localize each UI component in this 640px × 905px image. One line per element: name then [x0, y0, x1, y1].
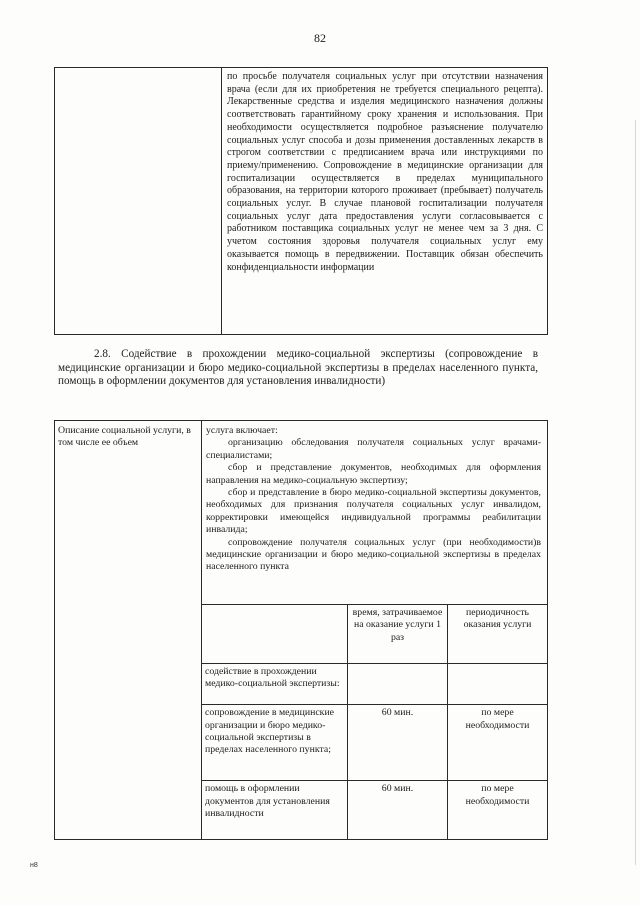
service-name-cell: сопровождение в медицинские организации и бюро медико-социальной экспертизы в пределах населенного пункта; — [202, 705, 348, 781]
service-name-cell: содействие в прохождении медико-социальной экспертизы: — [202, 663, 348, 704]
description-item: сбор и представление документов, необходимых для оформления направления на медико-социальную экспертизу; — [206, 462, 541, 486]
header-cell-time: время, затрачиваемое на оказание услуги 1 раз — [348, 605, 448, 664]
table-column-divider — [221, 68, 222, 334]
period-cell: по мере необходимости — [448, 781, 548, 840]
description-item: организацию обследования получателя социальных услуг врачами-специалистами; — [206, 437, 541, 461]
page-number: 82 — [314, 31, 326, 45]
time-cell: 60 мин. — [348, 781, 448, 840]
service-name-cell: помощь в оформлении документов для установления инвалидности — [202, 781, 348, 840]
service-description — [206, 425, 541, 574]
service-standard-text: по просьбе получателя социальных услуг при отсутствии назначения врача (если для их приобретения не требуется специального рецепта). Лекарственные средства и изделия медицинского назначения должны соответствовать гарантийному сроку хранения и использования. При необходимости осуществляется подробное разъяснение получателю социальных услуг способа и дозы применения доставленных лекарств в строгом соответствии с предписанием врача или инструкциями по приему/применению. Сопровождение в медицинские организации для госпитализации осуществляется в пределах муниципального образования, на территории которого проживает (пребывает) получатель социальных услуг. В случае плановой госпитализации получателя социальных услуг дата предоставления услуги согласовывается с работником поставщика социальных услуг не менее чем за 3 дня. С учетом состояния здоровья получателя социальных услуг ему оказывается помощь в передвижении. Поставщик обязан обеспечить конфиденциальности информации — [227, 71, 543, 273]
time-cell: 60 мин. — [348, 705, 448, 781]
description-intro: услуга включает: — [206, 425, 278, 436]
header-cell-period: периодичность оказания услуги — [448, 605, 548, 664]
description-item: сбор и представление в бюро медико-социальной экспертизы документов, необходимых для признания получателя социальных услуг инвалидом, корректировки имеющейся индивидуальной программы реабилитации инвалида; — [206, 487, 541, 536]
service-description-table — [54, 420, 548, 840]
table-row — [202, 705, 548, 781]
table-row — [202, 781, 548, 840]
table-header-row — [202, 605, 548, 664]
continuation-table — [54, 67, 548, 335]
section-heading: 2.8. Содействие в прохождении медико-социальной экспертизы (сопровождение в медицинские организации и бюро медико-социальной экспертизы в пределах населенного пункта, помощь в оформлении документов для установления инвалидности) — [58, 348, 538, 388]
period-cell — [448, 663, 548, 704]
table-row — [202, 663, 548, 704]
header-cell — [202, 605, 348, 664]
description-item: сопровождение получателя социальных услуг (при необходимости)в медицинские организации и бюро медико-социальной экспертизы в пределах населенного пункта — [206, 536, 541, 573]
footer-mark: н8 — [30, 862, 38, 869]
period-cell: по мере необходимости — [448, 705, 548, 781]
row-label: Описание социальной услуги, в том числе ее объем — [58, 425, 191, 449]
time-cell — [348, 663, 448, 704]
scan-edge-line — [635, 120, 636, 865]
service-time-table — [201, 604, 548, 840]
